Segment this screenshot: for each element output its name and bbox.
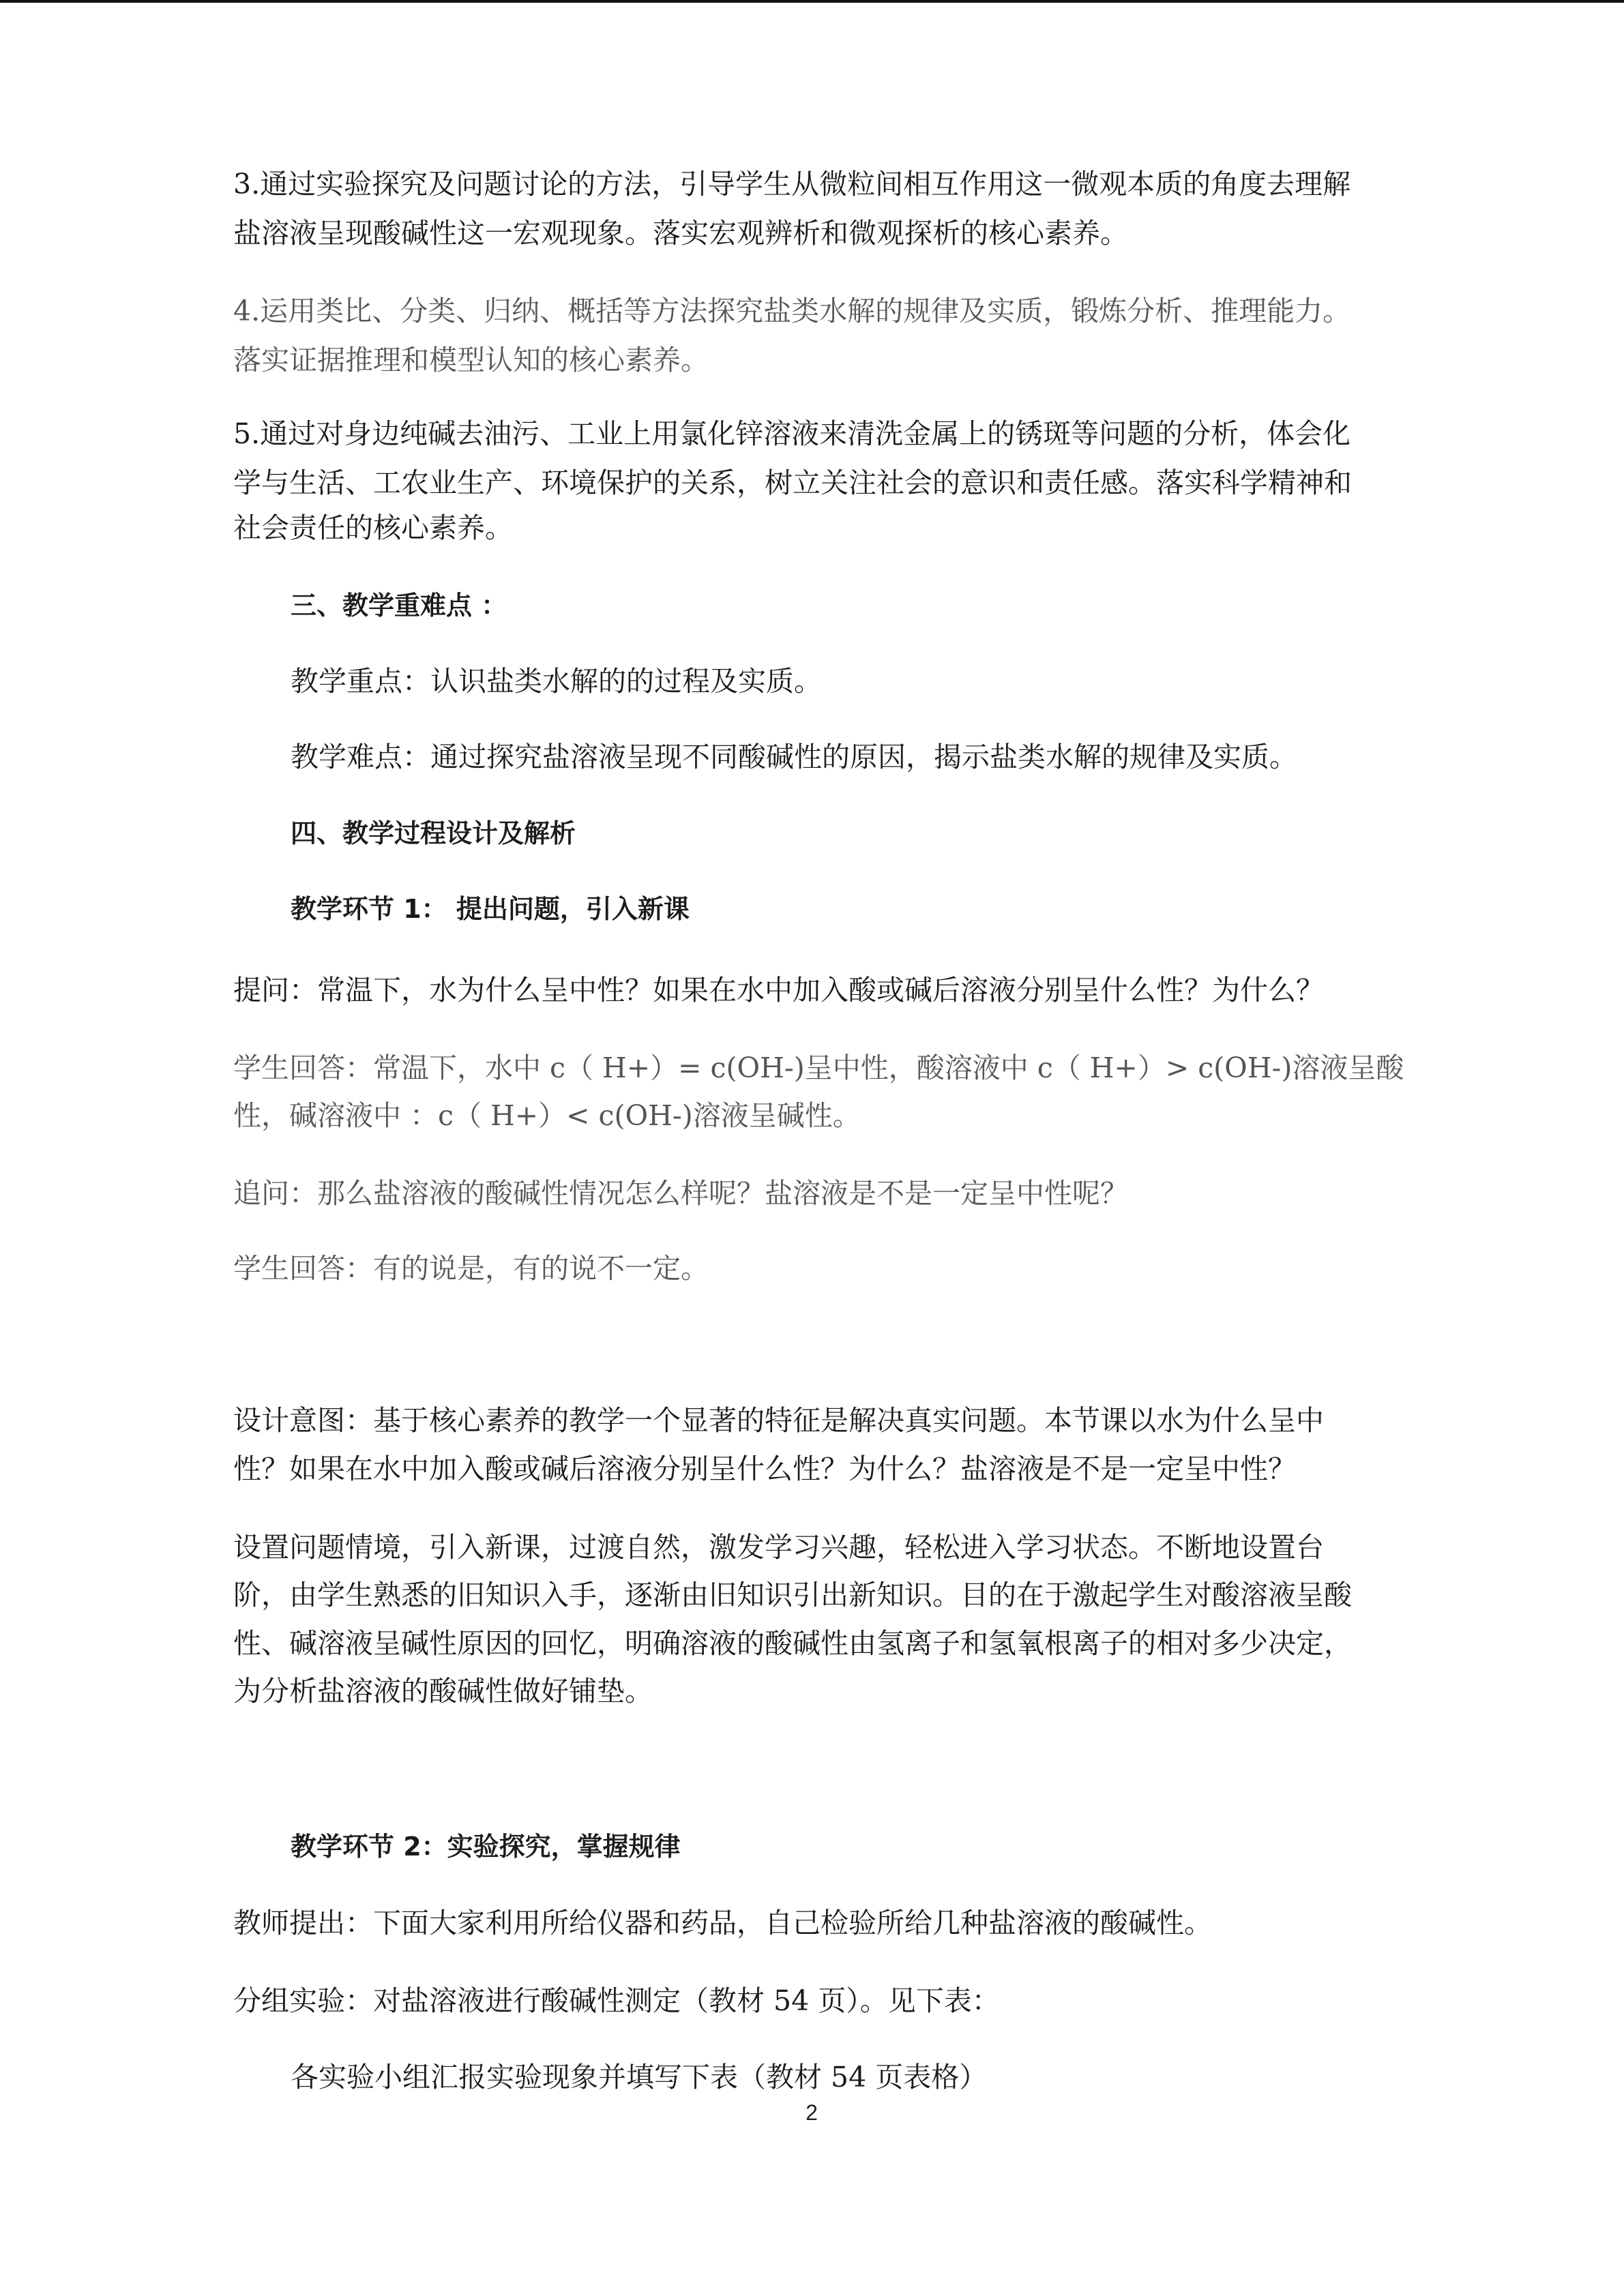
page-top-border bbox=[0, 0, 1624, 3]
design-intent-2-line-1: 设置问题情境，引入新课，过渡自然，激发学习兴趣，轻松进入学习状态。不断地设置台 bbox=[233, 1531, 1324, 1564]
teacher-statement: 教师提出：下面大家利用所给仪器和药品，自己检验所给几种盐溶液的酸碱性。 bbox=[233, 1907, 1212, 1939]
design-intent-2-line-3: 性、碱溶液呈碱性原因的回忆，明确溶液的酸碱性由氢离子和氢氧根离子的相对多少决定， bbox=[233, 1627, 1352, 1660]
design-intent-2-line-4: 为分析盐溶液的酸碱性做好铺垫。 bbox=[233, 1675, 653, 1708]
design-intent-2-line-2: 阶，由学生熟悉的旧知识入手，逐渐由旧知识引出新知识。目的在于激起学生对酸溶液呈酸 bbox=[233, 1579, 1352, 1611]
design-intent-line-1: 设计意图：基于核心素养的教学一个显著的特征是解决真实问题。本节课以水为什么呈中 bbox=[233, 1404, 1324, 1437]
page-number: 2 bbox=[806, 2100, 818, 2125]
group-report: 各实验小组汇报实验现象并填写下表（教材 54 页表格） bbox=[291, 2061, 988, 2093]
teaching-difficulty: 教学难点：通过探究盐溶液呈现不同酸碱性的原因，揭示盐类水解的规律及实质。 bbox=[291, 741, 1297, 773]
answer-1-line-1: 学生回答：常温下，水中 c（ H+）= c(OH-)呈中性，酸溶液中 c（ H+）> c(OH-)溶液呈酸 bbox=[233, 1052, 1404, 1084]
answer-1-line-2: 性，碱溶液中 ：c（ H+）< c(OH-)溶液呈碱性。 bbox=[233, 1099, 861, 1132]
question-1: 提问：常温下，水为什么呈中性？如果在水中加入酸或碱后溶液分别呈什么性？为什么？ bbox=[233, 974, 1324, 1007]
answer-2: 学生回答：有的说是，有的说不一定。 bbox=[233, 1252, 709, 1285]
stage-2-heading: 教学环节 2：实验探究，掌握规律 bbox=[291, 1832, 681, 1862]
design-intent-line-2: 性？如果在水中加入酸或碱后溶液分别呈什么性？为什么？盐溶液是不是一定呈中性？ bbox=[233, 1452, 1296, 1485]
objective-5-line-1: 5.通过对身边纯碱去油污、工业上用氯化锌溶液来清洗金属上的锈斑等问题的分析，体会化 bbox=[233, 417, 1351, 450]
objective-3-line-2: 盐溶液呈现酸碱性这一宏观现象。落实宏观辨析和微观探析的核心素养。 bbox=[233, 217, 1128, 250]
stage-1-heading: 教学环节 1： 提出问题，引入新课 bbox=[291, 894, 690, 924]
objective-5-line-2: 学与生活、工农业生产、环境保护的关系，树立关注社会的意识和责任感。落实科学精神和 bbox=[233, 466, 1352, 499]
section-heading-4: 四、教学过程设计及解析 bbox=[291, 818, 576, 848]
objective-4-line-1: 4.运用类比、分类、归纳、概括等方法探究盐类水解的规律及实质，锻炼分析、推理能力。 bbox=[233, 295, 1351, 327]
group-experiment: 分组实验：对盐溶液进行酸碱性测定（教材 54 页）。见下表： bbox=[233, 1984, 1000, 2017]
objective-5-line-3: 社会责任的核心素养。 bbox=[233, 511, 513, 544]
objective-3-line-1: 3.通过实验探究及问题讨论的方法，引导学生从微粒间相互作用这一微观本质的角度去理解 bbox=[233, 168, 1351, 200]
follow-up-question: 追问：那么盐溶液的酸碱性情况怎么样呢？盐溶液是不是一定呈中性呢？ bbox=[233, 1177, 1128, 1210]
objective-4-line-2: 落实证据推理和模型认知的核心素养。 bbox=[233, 344, 709, 376]
section-heading-3: 三、教学重难点 ： bbox=[291, 591, 507, 621]
teaching-key-point: 教学重点：认识盐类水解的的过程及实质。 bbox=[291, 665, 822, 698]
